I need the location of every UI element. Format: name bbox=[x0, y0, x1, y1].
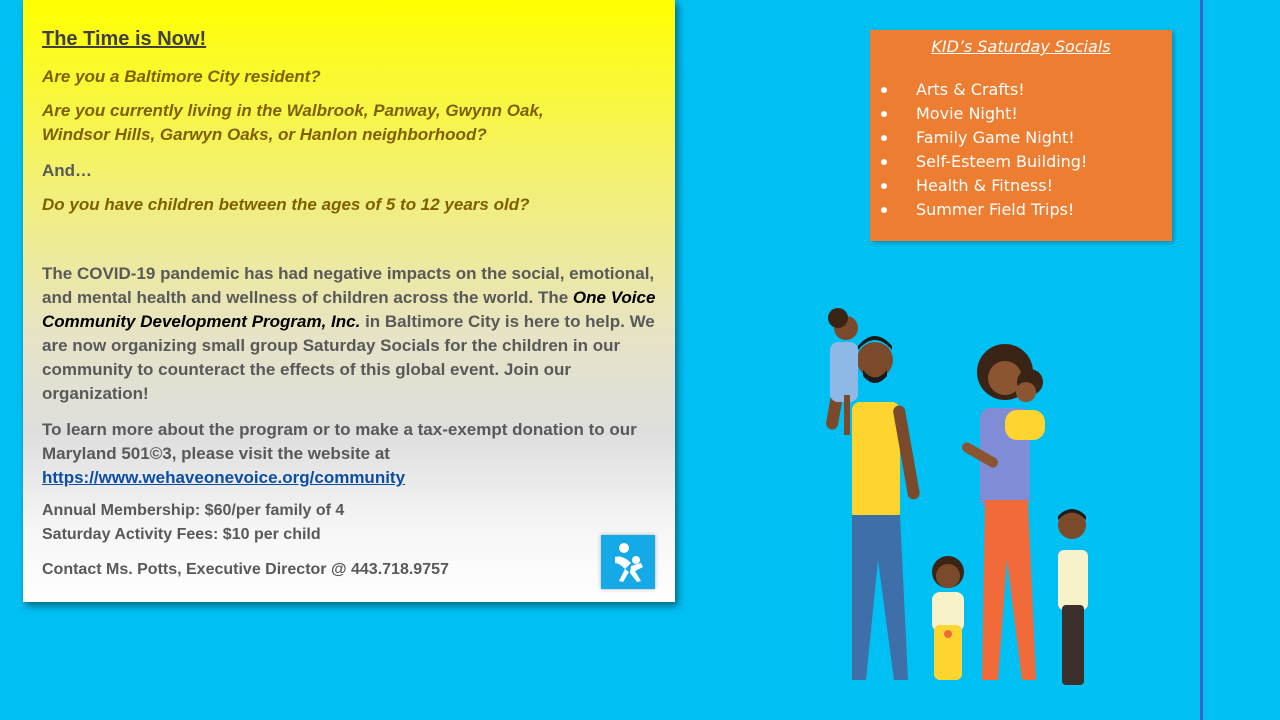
bullet-icon bbox=[881, 135, 887, 141]
list-item bbox=[881, 126, 1087, 150]
activity-label: Summer Field Trips! bbox=[916, 200, 1075, 219]
covid-paragraph bbox=[42, 262, 662, 406]
bullet-icon bbox=[881, 183, 887, 189]
activity-label: Health & Fitness! bbox=[916, 176, 1054, 195]
paragraph-end: in Baltimore City is here to help. We are now organizing small group Saturday Socials for the children in our community to counteract the effects of this global event. Join our organization! bbox=[42, 312, 655, 403]
toddler-figure bbox=[932, 556, 964, 680]
bullet-icon bbox=[881, 87, 887, 93]
question-neighborhood-line2: Windsor Hills, Garwyn Oaks, or Hanlon neighborhood? bbox=[42, 125, 487, 144]
boy-figure bbox=[1058, 509, 1088, 685]
question-children-age: Do you have children between the ages of 5 to 12 years old? bbox=[42, 195, 530, 214]
family-illustration bbox=[800, 300, 1120, 700]
activity-label: Arts & Crafts! bbox=[916, 80, 1025, 99]
activity-label: Self-Esteem Building! bbox=[916, 152, 1088, 171]
socials-list bbox=[881, 78, 1087, 222]
and-text: And… bbox=[42, 161, 93, 180]
list-item bbox=[881, 78, 1087, 102]
bullet-icon bbox=[881, 159, 887, 165]
list-item bbox=[881, 102, 1087, 126]
bullet-icon bbox=[881, 207, 887, 213]
learn-more-text: To learn more about the program or to make a tax-exempt donation to our Maryland 501©3, please visit the website at bbox=[42, 420, 637, 463]
organization-name: One Voice Community Development Program, Inc. bbox=[42, 288, 656, 331]
vertical-divider-line bbox=[1200, 0, 1203, 720]
contact-info: Contact Ms. Potts, Executive Director @ 443.718.9757 bbox=[42, 561, 449, 578]
paragraph-intro: The COVID-19 pandemic has had negative impacts on the social, emotional, and mental health and wellness of children across the world. The bbox=[42, 264, 655, 307]
activity-label: Family Game Night! bbox=[916, 128, 1075, 147]
activity-fee: Saturday Activity Fees: $10 per child bbox=[42, 526, 321, 543]
annual-membership-fee: Annual Membership: $60/per family of 4 bbox=[42, 502, 345, 519]
website-link[interactable]: https://www.wehaveonevoice.org/community bbox=[42, 468, 406, 487]
flyer-title: The Time is Now! bbox=[42, 28, 207, 50]
socials-title: KID’s Saturday Socials bbox=[931, 37, 1111, 56]
organization-logo-icon bbox=[601, 535, 655, 589]
list-item bbox=[881, 198, 1087, 222]
info-panel bbox=[23, 0, 675, 602]
list-item bbox=[881, 150, 1087, 174]
saturday-socials-box bbox=[870, 30, 1172, 241]
question-neighborhood-line1: Are you currently living in the Walbrook, Panway, Gwynn Oak, bbox=[42, 101, 544, 120]
learn-more-paragraph bbox=[42, 418, 662, 490]
activity-label: Movie Night! bbox=[916, 104, 1018, 123]
bullet-icon bbox=[881, 111, 887, 117]
list-item bbox=[881, 174, 1087, 198]
question-resident: Are you a Baltimore City resident? bbox=[42, 67, 321, 86]
